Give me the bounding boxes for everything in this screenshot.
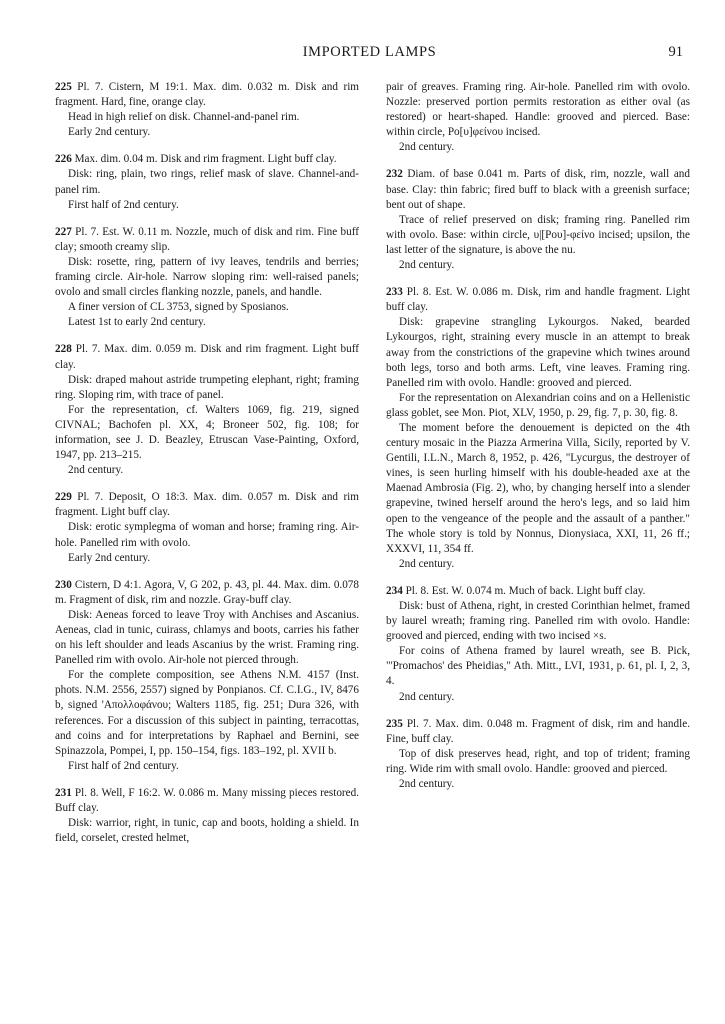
entry-heading [55,152,359,167]
entry-text: Cistern, D 4:1. Agora, V, G 202, p. 43, pl. 44. Max. dim. 0.078 m. Fragment of disk, rim and nozzle. Gray-buff clay. [55,578,359,606]
entry-number: 228 [55,343,72,356]
page-number: 91 [668,44,683,60]
entry-heading [55,578,359,608]
entry-text: Pl. 8. Est. W. 0.074 m. Much of back. Light buff clay. [402,584,646,597]
entry-heading [386,717,690,747]
catalog-entry [55,152,359,212]
entry-text: Pl. 7. Est. W. 0.11 m. Nozzle, much of disk and rim. Fine buff clay; smooth creamy slip. [55,225,359,253]
entry-paragraph [386,213,690,258]
entry-heading [55,225,359,255]
entry-text: Pl. 7. Deposit, O 18:3. Max. dim. 0.057 m. Disk and rim fragment. Light buff clay. [55,491,359,519]
entry-text: Top of disk preserves head, right, and top of trident; framing ring. Wide rim with small ovolo. Handle: grooved and pierced. [386,747,690,775]
entry-heading [55,786,359,816]
entry-text: Pl. 7. Max. dim. 0.059 m. Disk and rim fragment. Light buff clay. [55,343,359,371]
catalog-entry [55,490,359,565]
entry-paragraph [386,140,690,155]
entry-paragraph [386,315,690,390]
entry-number: 229 [55,491,72,504]
page-header [56,44,683,64]
entry-text: Pl. 7. Max. dim. 0.048 m. Fragment of disk, rim and handle. Fine, buff clay. [386,717,690,745]
entry-text: Disk: grapevine strangling Lykourgos. Naked, bearded Lykourgos, right, straining every muscle in an attempt to break away from the constrictions of the grapevine which twines around both legs, torso and both arms. Left, vine leaves. Framing ring. Panelled rim with ovolo. Handle: grooved and pierced. [386,316,690,389]
entry-paragraph [55,551,359,566]
entry-paragraph [386,690,690,705]
entry-paragraph [386,599,690,644]
entry-paragraph [55,463,359,478]
right-column [386,80,690,804]
entry-paragraph [55,167,359,197]
entry-text: For coins of Athena framed by laurel wreath, see B. Pick, "'Promachos' des Pheidias," Ath. Mitt., LVI, 1931, p. 61, pl. I, 2, 3, 4. [386,645,690,688]
entry-paragraph [55,520,359,550]
catalog-entry [386,717,690,792]
entry-heading [386,285,690,315]
entry-paragraph [386,644,690,689]
entry-text: For the representation, cf. Walters 1069, fig. 219, signed CIVNAL; Bachofen pl. XX, 4; Broneer 502, fig. 108; for information, see J. D. Beazley, Etruscan Vase-Painting, Oxford, 1947, pp. 213–215. [55,403,359,462]
entry-text: Pl. 8. Well, F 16:2. W. 0.086 m. Many missing pieces restored. Buff clay. [55,786,359,815]
entry-paragraph [386,777,690,792]
entry-paragraph [55,608,359,668]
entry-text: Disk: bust of Athena, right, in crested Corinthian helmet, framed by laurel wreath; framing ring. Panelled rim with ovolo. Handle: grooved and pierced, ending with two incised ×s. [386,600,690,643]
entry-number: 230 [55,578,72,591]
entry-heading [386,584,690,599]
entry-paragraph [55,816,359,846]
entry-text: For the representation on Alexandrian coins and on a Hellenistic glass goblet, see Mon. Piot, XLV, 1950, p. 29, fig. 7, p. 30, fig. 8. [386,391,690,419]
entry-text: Trace of relief preserved on disk; framing ring. Panelled rim with ovolo. Base: within circle, υ|[Ρου]-φείνο incised; upsilon, the last letter of the signature, is above the nu. [386,213,690,256]
entry-text: Disk: ring, plain, two rings, relief mask of slave. Channel-and-panel rim. [55,168,359,196]
entry-text: Early 2nd century. [68,551,151,564]
catalog-entry [55,80,359,140]
entry-text: 2nd century. [399,557,455,570]
entry-text: Disk: Aeneas forced to leave Troy with Anchises and Ascanius. Aeneas, clad in tunic, cuirass, chlamys and boots, carries his father on his left shoulder and leads Ascanius by the wrist. Framing ring. Panelled rim with ovolo. Air-hole not pierced through. [55,608,359,667]
entry-paragraph [55,125,359,140]
catalog-entry [55,342,359,478]
entry-paragraph [386,258,690,273]
entry-number: 235 [386,717,403,730]
running-head: IMPORTED LAMPS [302,44,437,60]
entry-text: Head in high relief on disk. Channel-and-panel rim. [68,111,300,124]
entry-text: First half of 2nd century. [68,759,179,772]
entry-paragraph [55,198,359,213]
entry-number: 232 [386,168,403,181]
entry-text: Disk: erotic symplegma of woman and horse; framing ring. Air-hole. Panelled rim with ovolo. [55,521,359,549]
entry-heading [386,80,690,140]
entry-paragraph [55,315,359,330]
entry-text: Pl. 8. Est. W. 0.086 m. Disk, rim and handle fragment. Light buff clay. [386,286,690,314]
entry-text: For the complete composition, see Athens N.M. 4157 (Inst. phots. N.M. 2556, 2557) signed by Ponpianos. Cf. C.I.G., IV, 8476 b, signed 'Απολλοφάνου; Walters 1185, fig. 251; Dura 326, with references. For a discussion of this subject in painting, terracottas, and coins and for interpretations by Raphael and Bernini, see Spinazzola, Pompei, I, pp. 150–154, figs. 183–192, pl. XVII b. [55,669,359,757]
entry-paragraph [55,668,359,759]
entry-heading [386,167,690,212]
entry-text: pair of greaves. Framing ring. Air-hole. Panelled rim with ovolo. Nozzle: preserved portion permits restoration as either oval (as restored) or heart-shaped. Handle: grooved and pierced. Base: within circle, Ρο[υ]φείνου incised. [386,81,690,139]
entry-paragraph [55,300,359,315]
entry-number: 227 [55,225,72,238]
catalog-entry [55,578,359,774]
entry-heading [55,490,359,520]
entry-paragraph [55,110,359,125]
entry-text: A finer version of CL 3753, signed by Sposianos. [68,301,289,314]
entry-text: Disk: rosette, ring, pattern of ivy leaves, tendrils and berries; framing circle. Air-hole. Narrow sloping rim: well-raised panels; ovolo and small circles flanking nozzle, panels, and handle. [55,255,359,299]
entry-paragraph [55,403,359,463]
catalog-entry [55,786,359,846]
entry-paragraph [386,391,690,421]
entry-paragraph [55,255,359,300]
entry-text: Latest 1st to early 2nd century. [68,316,206,329]
entry-number: 231 [55,786,72,799]
entry-text: Max. dim. 0.04 m. Disk and rim fragment. Light buff clay. [71,153,337,166]
catalog-entry [55,225,359,331]
entry-number: 225 [55,81,72,93]
entry-text: Disk: warrior, right, in tunic, cap and boots, holding a shield. In field, corselet, crested helmet, [55,817,359,845]
left-column [55,80,359,858]
entry-text: 2nd century. [68,464,124,477]
entry-text: Disk: draped mahout astride trumpeting elephant, right; framing ring. Sloping rim, with trace of panel. [55,373,359,401]
entry-paragraph [55,759,359,774]
entry-text: The moment before the denouement is depicted on the 4th century mosaic in the Piazza Armerina Villa, Sicily, reported by V. Gentili, I.L.N., March 8, 1952, p. 426, "Lycurgus, the destroyer of vines, is seen hurling himself with his double-headed axe at the Maenad Ambrosia (Fig. 2), who, by changing herself into a slender grapevine, twined herself around the hero's legs, and so laid him open to the vengeance of the people and the assault of a panther." The whole story is told by Nonnus, Dionysiaca, XXI, 11, 26 ff.; XXXVI, 11, 354 ff. [386,421,690,555]
entry-text: Pl. 7. Cistern, M 19:1. Max. dim. 0.032 m. Disk and rim fragment. Hard, fine, orange clay. [55,81,359,109]
catalog-entry [386,285,690,572]
entry-heading [55,342,359,372]
entry-number: 226 [55,153,72,166]
catalog-entry [386,167,690,273]
entry-text: 2nd century. [399,141,455,154]
entry-text: Diam. of base 0.041 m. Parts of disk, rim, nozzle, wall and base. Clay: thin fabric; fired buff to black with a greenish surface; bent out of shape. [386,168,690,211]
entry-paragraph [386,421,690,557]
catalog-entry [386,80,690,155]
entry-text: 2nd century. [399,259,455,272]
entry-paragraph [386,557,690,572]
entry-text: 2nd century. [399,690,455,703]
entry-paragraph [55,373,359,403]
entry-paragraph [386,747,690,777]
catalog-entry [386,584,690,705]
entry-text: Early 2nd century. [68,126,151,139]
entry-text: 2nd century. [399,778,455,791]
entry-number: 233 [386,286,403,299]
entry-text: First half of 2nd century. [68,198,179,211]
entry-heading [55,80,359,110]
entry-number: 234 [386,584,403,597]
